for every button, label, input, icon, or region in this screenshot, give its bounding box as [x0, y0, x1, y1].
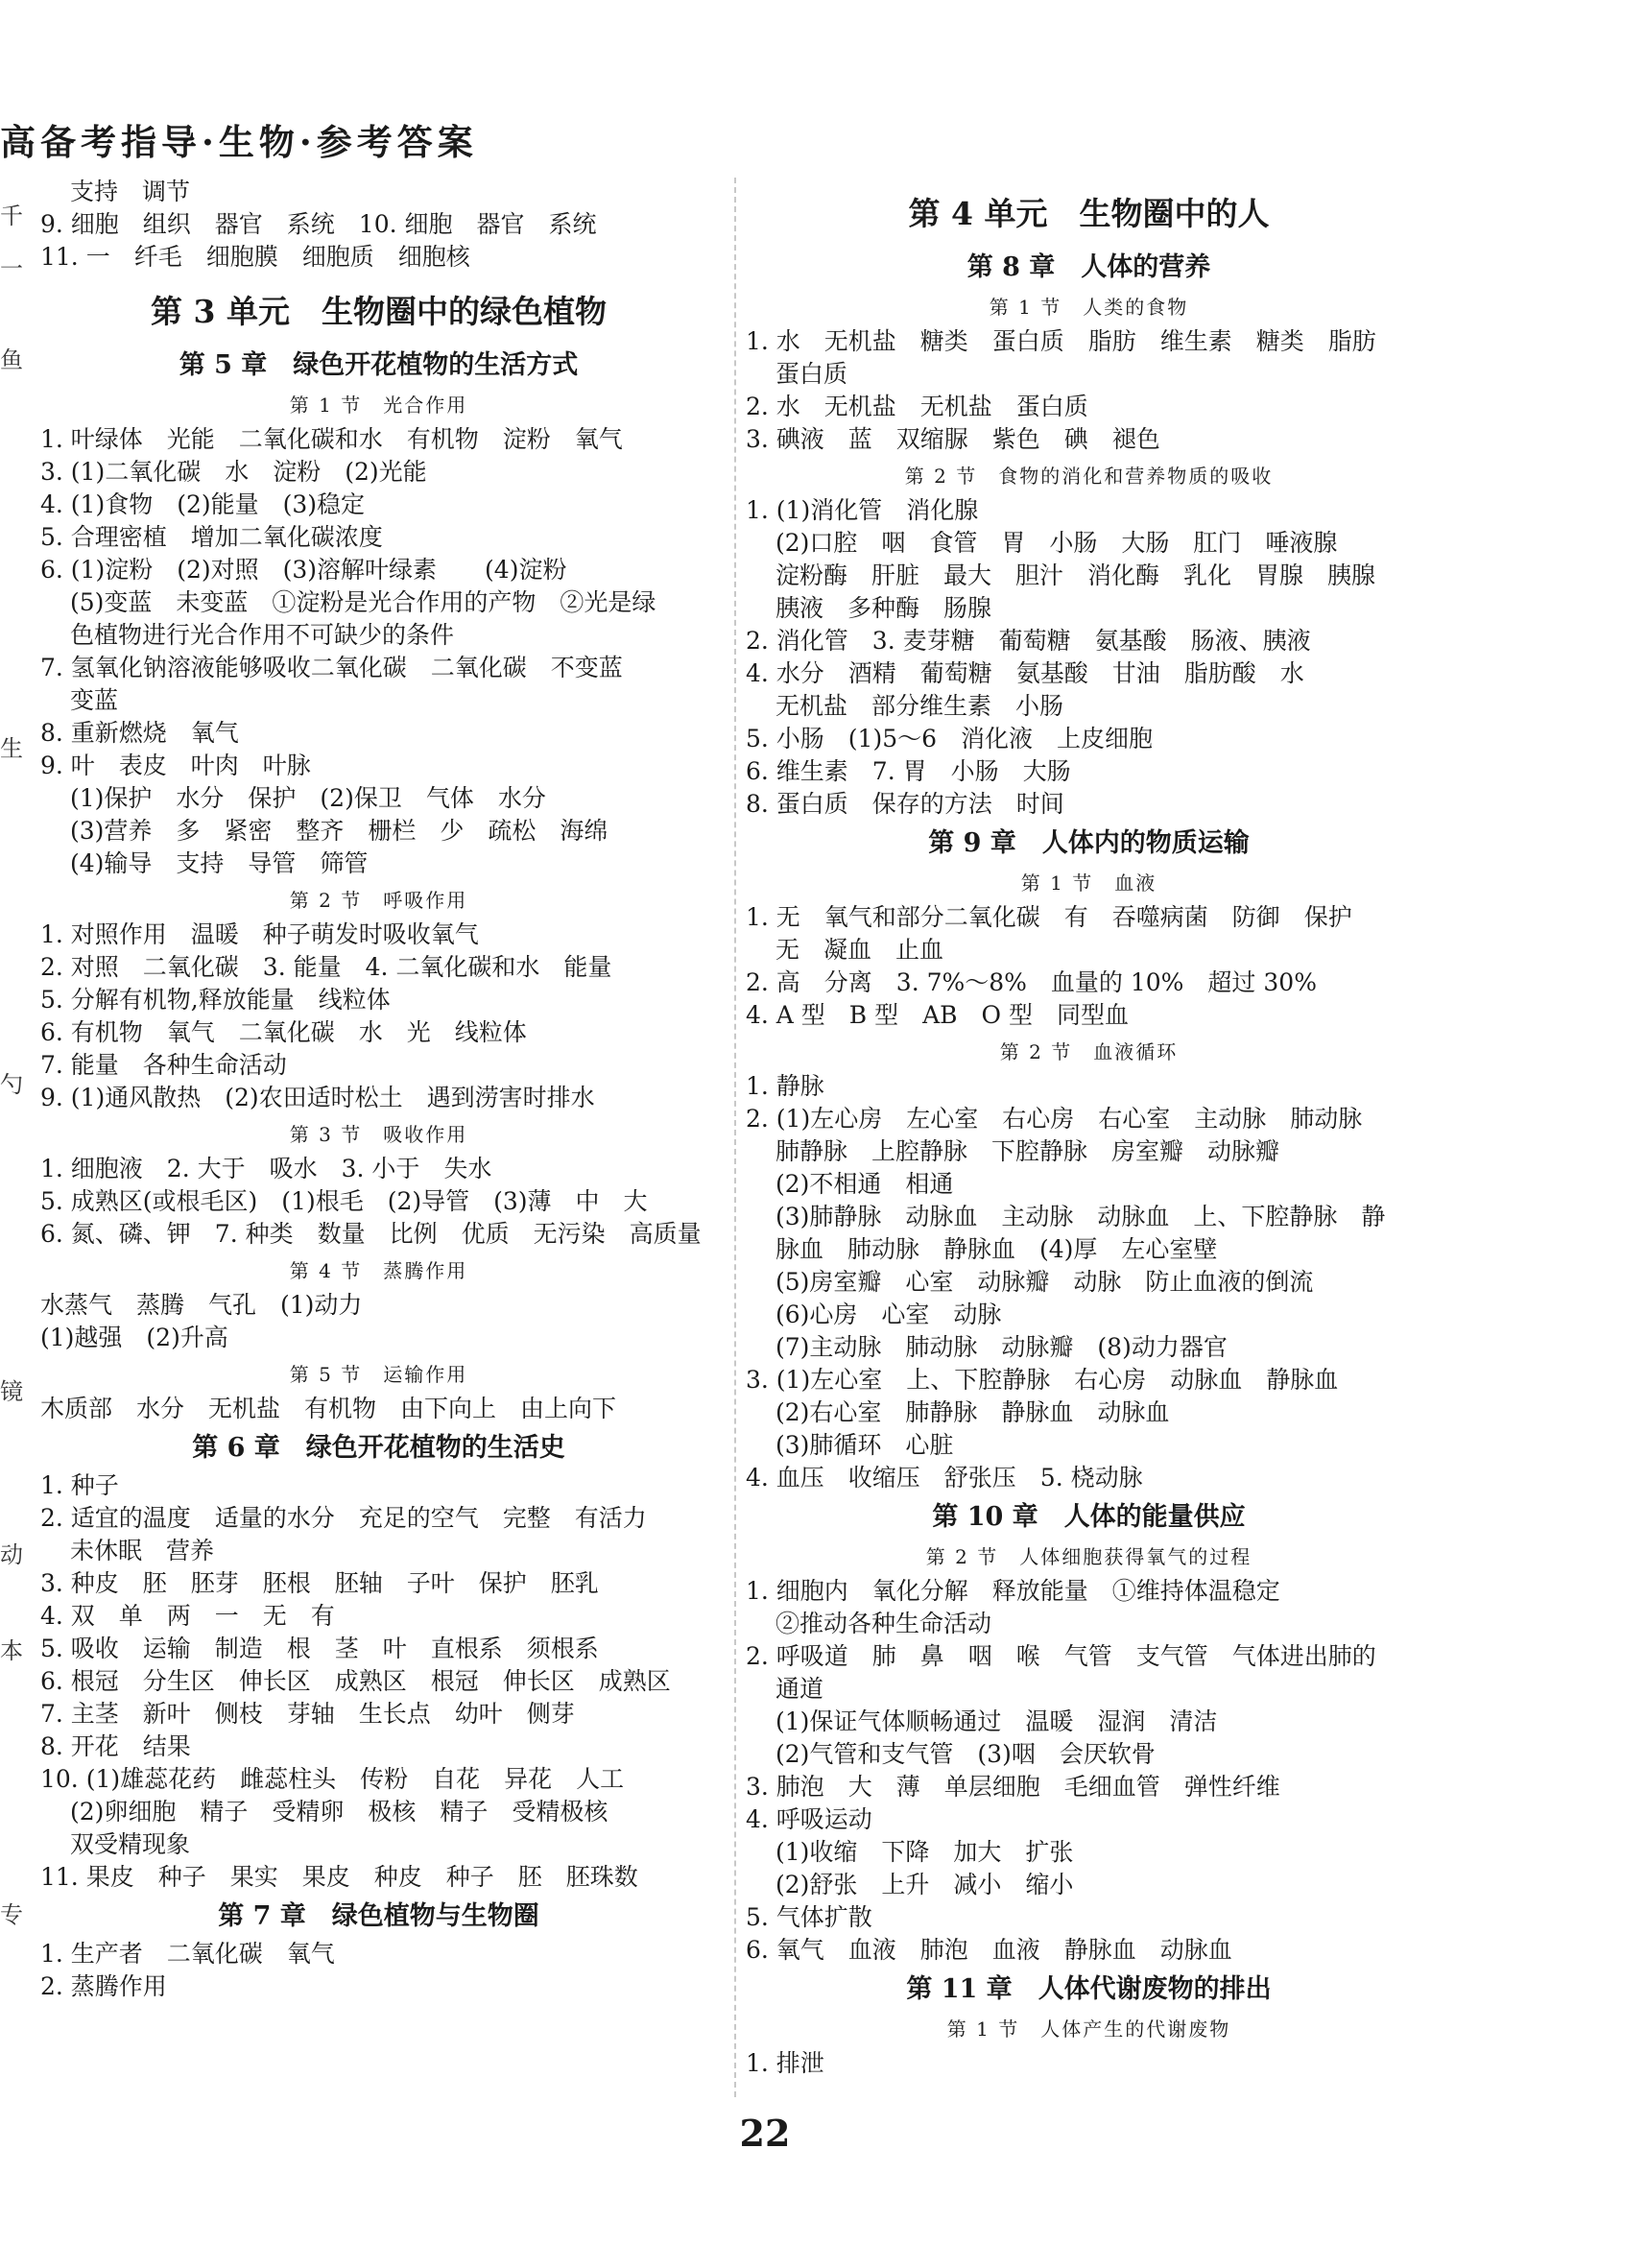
answer-line: 4. (1)食物 (2)能量 (3)稳定 [40, 490, 366, 518]
answer-line: 4. 呼吸运动 [746, 1805, 872, 1833]
answer-line: (5)变蓝 未变蓝 ①淀粉是光合作用的产物 ②光是绿 [70, 588, 656, 616]
answer-line: ②推动各种生命活动 [775, 1610, 992, 1637]
answer-line: 2. (1)左心房 左心室 右心房 右心室 主动脉 肺动脉 [746, 1105, 1363, 1133]
answer-line: 6. 氧气 血液 肺泡 血液 静脉血 动脉血 [746, 1936, 1232, 1964]
answer-line: 9. (1)通风散热 (2)农田适时松土 遇到涝害时排水 [40, 1084, 595, 1111]
answer-line: 10. (1)雄蕊花药 雌蕊柱头 传粉 自花 异花 人工 [40, 1765, 625, 1793]
chapter-title: 第 11 章 人体代谢废物的排出 [906, 1974, 1272, 2004]
edge-fragment: 生 [0, 735, 23, 762]
answer-line: 6. 氮、磷、钾 7. 种类 数量 比例 优质 无污染 高质量 [40, 1220, 702, 1248]
answer-line: 1. 生产者 二氧化碳 氧气 [40, 1940, 335, 1968]
chapter-title: 第 5 章 绿色开花植物的生活方式 [179, 350, 579, 380]
answer-line: (5)房室瓣 心室 动脉瓣 动脉 防止血液的倒流 [775, 1268, 1314, 1296]
answer-line: 5. 分解有机物,释放能量 线粒体 [40, 986, 391, 1014]
unit-title: 第 3 单元 生物圈中的绿色植物 [151, 293, 607, 330]
answer-line: 6. 有机物 氧气 二氧化碳 水 光 线粒体 [40, 1018, 527, 1046]
answer-line: 胰液 多种酶 肠腺 [775, 594, 992, 622]
answer-line: 支持 调节 [70, 178, 191, 205]
section-title: 第 2 节 血液循环 [999, 1040, 1179, 1063]
section-title: 第 5 节 运输作用 [289, 1363, 468, 1386]
answer-line: 9. 细胞 组织 器官 系统 10. 细胞 器官 系统 [40, 210, 597, 238]
unit-title: 第 4 单元 生物圈中的人 [908, 195, 1270, 232]
answer-line: 蛋白质 [775, 360, 848, 388]
answer-line: 5. 小肠 (1)5～6 消化液 上皮细胞 [746, 725, 1154, 752]
answer-line: 2. 蒸腾作用 [40, 1972, 167, 2000]
answer-line: 4. A 型 B 型 AB O 型 同型血 [746, 1001, 1129, 1029]
answer-line: 7. 能量 各种生命活动 [40, 1051, 287, 1079]
edge-fragment: 一 [0, 255, 23, 282]
answer-line: 6. 根冠 分生区 伸长区 成熟区 根冠 伸长区 成熟区 [40, 1667, 671, 1695]
answer-line: 2. 消化管 3. 麦芽糖 葡萄糖 氨基酸 肠液、胰液 [746, 627, 1311, 655]
answer-line: 1. 种子 [40, 1471, 119, 1499]
answer-line: 1. 细胞内 氧化分解 释放能量 ①维持体温稳定 [746, 1577, 1280, 1605]
answer-line: 1. 叶绿体 光能 二氧化碳和水 有机物 淀粉 氧气 [40, 425, 623, 453]
section-title: 第 2 节 人体细胞获得氧气的过程 [925, 1545, 1252, 1568]
answer-line: 4. 双 单 两 一 无 有 [40, 1602, 335, 1630]
answer-line: 5. 气体扩散 [746, 1903, 872, 1931]
section-title: 第 4 节 蒸腾作用 [289, 1259, 468, 1282]
edge-fragment: 鱼 [0, 346, 23, 373]
answer-line: (1)越强 (2)升高 [40, 1324, 228, 1351]
answer-line: (7)主动脉 肺动脉 动脉瓣 (8)动力器官 [775, 1333, 1228, 1361]
answer-line: 双受精现象 [70, 1830, 191, 1858]
answer-line: (2)气管和支气管 (3)咽 会厌软骨 [775, 1740, 1156, 1768]
edge-fragment: 勺 [0, 1071, 23, 1098]
answer-line: (1)保护 水分 保护 (2)保卫 气体 水分 [70, 784, 546, 812]
section-title: 第 2 节 呼吸作用 [289, 889, 468, 912]
answer-line: 无 凝血 止血 [775, 936, 944, 964]
answer-line: (3)肺循环 心脏 [775, 1431, 954, 1459]
edge-fragment: 动 [0, 1541, 23, 1568]
answer-line: 7. 主茎 新叶 侧枝 芽轴 生长点 幼叶 侧芽 [40, 1700, 575, 1728]
answer-line: 11. 一 纤毛 细胞膜 细胞质 细胞核 [40, 243, 470, 271]
answer-line: 通道 [775, 1675, 824, 1703]
section-title: 第 1 节 血液 [1020, 871, 1157, 895]
answer-line: 5. 吸收 运输 制造 根 茎 叶 直根系 须根系 [40, 1635, 599, 1662]
answer-line: 2. 对照 二氧化碳 3. 能量 4. 二氧化碳和水 能量 [40, 953, 612, 981]
edge-fragment: 专 [0, 1901, 23, 1928]
answer-line: (2)舒张 上升 减小 缩小 [775, 1871, 1074, 1898]
answer-line: 1. 水 无机盐 糖类 蛋白质 脂肪 维生素 糖类 脂肪 [746, 327, 1376, 355]
answer-line: 肺静脉 上腔静脉 下腔静脉 房室瓣 动脉瓣 [775, 1137, 1280, 1165]
chapter-title: 第 9 章 人体内的物质运输 [928, 828, 1250, 858]
answer-line: (2)卵细胞 精子 受精卵 极核 精子 受精极核 [70, 1798, 608, 1826]
answer-line: 7. 氢氧化钠溶液能够吸收二氧化碳 二氧化碳 不变蓝 [40, 654, 623, 681]
answer-line: 木质部 水分 无机盐 有机物 由下向上 由上向下 [40, 1395, 617, 1422]
right-column [746, 176, 1432, 2080]
section-title: 第 3 节 吸收作用 [289, 1123, 468, 1146]
answer-line: 2. 水 无机盐 无机盐 蛋白质 [746, 393, 1088, 420]
page-number: 22 [739, 2112, 791, 2155]
chapter-title: 第 10 章 人体的能量供应 [932, 1502, 1246, 1532]
answer-line: 变蓝 [70, 686, 119, 714]
answer-line: 2. 适宜的温度 适量的水分 充足的空气 完整 有活力 [40, 1504, 647, 1532]
edge-fragment: 镜 [0, 1378, 23, 1405]
section-title: 第 2 节 食物的消化和营养物质的吸收 [904, 465, 1274, 488]
answer-line: 1. 无 氧气和部分二氧化碳 有 吞噬病菌 防御 保护 [746, 903, 1352, 931]
answer-line: 3. 肺泡 大 薄 单层细胞 毛细血管 弹性纤维 [746, 1773, 1280, 1801]
answer-line: 1. 静脉 [746, 1072, 824, 1100]
edge-fragment: 千 [0, 203, 23, 229]
chapter-title: 第 7 章 绿色植物与生物圈 [218, 1901, 539, 1931]
answer-line: (2)右心室 肺静脉 静脉血 动脉血 [775, 1398, 1170, 1426]
answer-line: 8. 开花 结果 [40, 1732, 191, 1760]
answer-line: 1. 细胞液 2. 大于 吸水 3. 小于 失水 [40, 1155, 492, 1182]
edge-fragment: 本 [0, 1637, 23, 1664]
answer-line: 3. (1)二氧化碳 水 淀粉 (2)光能 [40, 458, 427, 486]
answer-line: 1. 排泄 [746, 2049, 824, 2077]
answer-line: 5. 合理密植 增加二氧化碳浓度 [40, 523, 383, 551]
section-title: 第 1 节 人体产生的代谢废物 [946, 2017, 1231, 2041]
answer-line: 水蒸气 蒸腾 气孔 (1)动力 [40, 1291, 363, 1319]
chapter-title: 第 8 章 人体的营养 [966, 252, 1211, 282]
page-header: 高备考指导·生物·参考答案 [0, 121, 478, 163]
answer-line: (3)营养 多 紧密 整齐 栅栏 少 疏松 海绵 [70, 817, 608, 845]
answer-line: (1)收缩 下降 加大 扩张 [775, 1838, 1074, 1866]
answer-line: 9. 叶 表皮 叶肉 叶脉 [40, 752, 311, 779]
answer-line: (2)不相通 相通 [775, 1170, 954, 1198]
answer-line: 2. 高 分离 3. 7%～8% 血量的 10% 超过 30% [746, 968, 1317, 996]
answer-line: 无机盐 部分维生素 小肠 [775, 692, 1064, 720]
answer-line: 11. 果皮 种子 果实 果皮 种皮 种子 胚 胚珠数 [40, 1863, 638, 1891]
answer-line: 脉血 肺动脉 静脉血 (4)厚 左心室壁 [775, 1235, 1218, 1263]
column-divider [734, 178, 736, 2097]
answer-line: (3)肺静脉 动脉血 主动脉 动脉血 上、下腔静脉 静 [775, 1203, 1386, 1230]
answer-line: 淀粉酶 肝脏 最大 胆汁 消化酶 乳化 胃腺 胰腺 [775, 561, 1376, 589]
answer-line: 5. 成熟区(或根毛区) (1)根毛 (2)导管 (3)薄 中 大 [40, 1187, 648, 1215]
section-title: 第 1 节 人类的食物 [989, 296, 1189, 319]
answer-line: 6. 维生素 7. 胃 小肠 大肠 [746, 757, 1071, 785]
answer-line: (1)保证气体顺畅通过 温暖 湿润 清洁 [775, 1707, 1218, 1735]
answer-line: (6)心房 心室 动脉 [775, 1301, 1002, 1328]
answer-line: 2. 呼吸道 肺 鼻 咽 喉 气管 支气管 气体进出肺的 [746, 1642, 1376, 1670]
answer-line: 1. (1)消化管 消化腺 [746, 496, 979, 524]
answer-line: 3. (1)左心室 上、下腔静脉 右心房 动脉血 静脉血 [746, 1366, 1339, 1394]
answer-line: 4. 血压 收缩压 舒张压 5. 桡动脉 [746, 1464, 1143, 1492]
answer-line: 色植物进行光合作用不可缺少的条件 [70, 621, 455, 649]
answer-line: 未休眠 营养 [70, 1537, 215, 1564]
answer-line: 1. 对照作用 温暖 种子萌发时吸收氧气 [40, 920, 479, 948]
answer-line: 4. 水分 酒精 葡萄糖 氨基酸 甘油 脂肪酸 水 [746, 659, 1304, 687]
answer-line: (2)口腔 咽 食管 胃 小肠 大肠 肛门 唾液腺 [775, 529, 1338, 557]
chapter-title: 第 6 章 绿色开花植物的生活史 [192, 1433, 565, 1463]
answer-line: 6. (1)淀粉 (2)对照 (3)溶解叶绿素 (4)淀粉 [40, 556, 567, 584]
answer-line: (4)输导 支持 导管 筛管 [70, 849, 369, 877]
answer-line: 3. 种皮 胚 胚芽 胚根 胚轴 子叶 保护 胚乳 [40, 1569, 599, 1597]
answer-line: 8. 重新燃烧 氧气 [40, 719, 239, 747]
left-column [40, 176, 717, 2003]
answer-line: 8. 蛋白质 保存的方法 时间 [746, 790, 1064, 818]
section-title: 第 1 节 光合作用 [289, 394, 468, 417]
answer-line: 3. 碘液 蓝 双缩脲 紫色 碘 褪色 [746, 425, 1160, 453]
